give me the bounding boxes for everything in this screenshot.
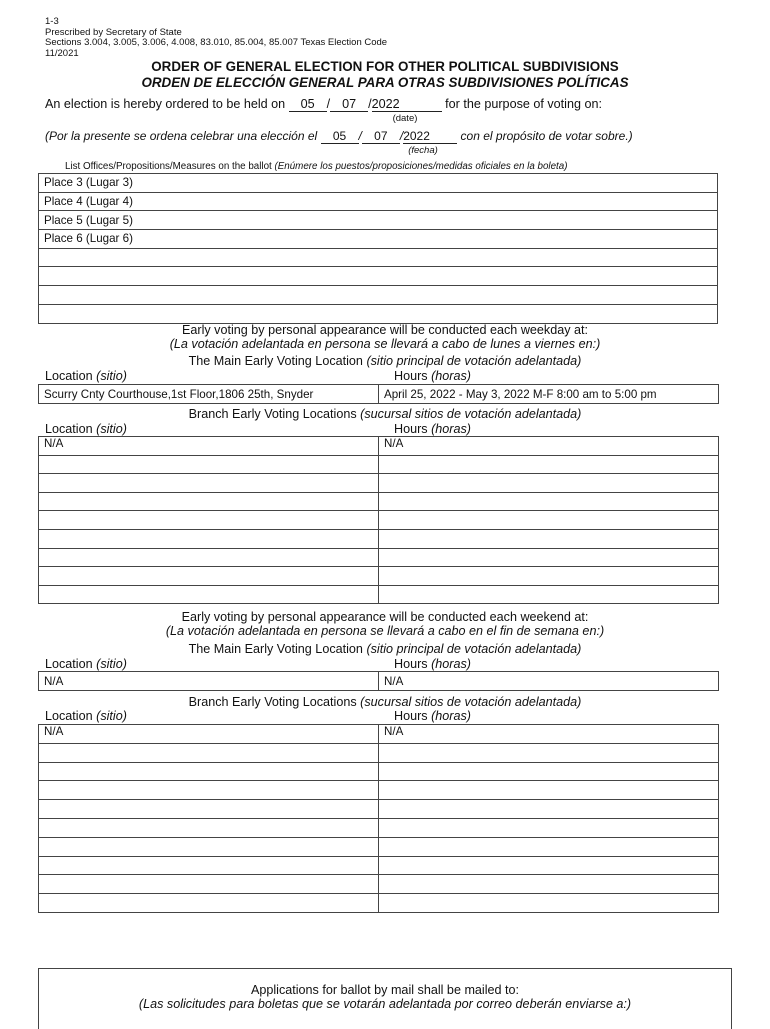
- weekend-branch-location-cell[interactable]: [39, 818, 379, 837]
- weekday-branch-hours-cell[interactable]: [379, 492, 719, 511]
- weekend-branch-location-label: [45, 709, 127, 723]
- hours-label-spanish: (horas): [431, 657, 471, 671]
- prescribed-by: Prescribed by Secretary of State: [45, 27, 182, 38]
- weekday-branch-location-cell[interactable]: [39, 455, 379, 474]
- election-order-line: [45, 97, 602, 112]
- weekend-branch-hours-cell[interactable]: [379, 818, 719, 837]
- weekend-branch-hours-1[interactable]: N/A: [379, 725, 719, 744]
- weekend-branch-hours-label: [394, 709, 471, 723]
- weekday-main-location-label: [45, 369, 127, 383]
- weekend-branch-location-cell[interactable]: [39, 800, 379, 819]
- weekend-branch-location-cell[interactable]: [39, 781, 379, 800]
- hours-label: Hours: [394, 709, 428, 723]
- office-row-3[interactable]: Place 5 (Lugar 5): [39, 211, 718, 230]
- offices-table: [38, 173, 718, 324]
- date-separator: /: [368, 97, 372, 111]
- location-label: Location: [45, 369, 93, 383]
- election-day-field[interactable]: 07: [330, 98, 368, 112]
- hours-label: Hours: [394, 369, 428, 383]
- weekday-branch-location-cell[interactable]: [39, 529, 379, 548]
- weekend-branch-location-cell[interactable]: [39, 894, 379, 913]
- weekend-branch-location-1[interactable]: N/A: [39, 725, 379, 744]
- weekend-branch-hours-cell[interactable]: [379, 894, 719, 913]
- weekend-branch-heading-english: Branch Early Voting Locations: [188, 695, 357, 709]
- weekday-branch-hours-cell[interactable]: [379, 548, 719, 567]
- weekend-branch-location-cell[interactable]: [39, 837, 379, 856]
- weekend-main-table: [38, 671, 719, 691]
- weekday-branch-hours-cell[interactable]: [379, 511, 719, 530]
- form-number: 1-3: [45, 16, 59, 27]
- election-year-field[interactable]: 2022: [372, 98, 442, 112]
- date-label: (date): [392, 113, 418, 124]
- mail-heading-english: Applications for ballot by mail shall be mailed to:: [250, 983, 520, 997]
- location-label: Location: [45, 657, 93, 671]
- weekend-branch-hours-cell[interactable]: [379, 856, 719, 875]
- location-label: Location: [45, 709, 93, 723]
- weekday-branch-table: [38, 436, 719, 604]
- title-spanish: ORDEN DE ELECCIÓN GENERAL PARA OTRAS SUBDIVISIONES POLÍTICAS: [141, 75, 629, 90]
- location-label: Location: [45, 422, 93, 436]
- offices-header-spanish: (Enúmere los puestos/proposiciones/medidas oficiales en la boleta): [274, 161, 568, 172]
- weekday-main-heading: [0, 354, 770, 369]
- office-row-6[interactable]: [39, 267, 718, 286]
- weekend-branch-location-cell[interactable]: [39, 762, 379, 781]
- weekday-branch-location-cell[interactable]: [39, 585, 379, 604]
- hours-label: Hours: [394, 422, 428, 436]
- location-label-spanish: (sitio): [96, 657, 127, 671]
- election-order-prefix: An election is hereby ordered to be held on: [45, 97, 286, 111]
- election-order-suffix: for the purpose of voting on:: [445, 97, 602, 111]
- weekday-branch-hours-cell[interactable]: [379, 455, 719, 474]
- code-sections: Sections 3.004, 3.005, 3.006, 4.008, 83.010, 85.004, 85.007 Texas Election Code: [45, 37, 388, 48]
- weekend-branch-hours-cell[interactable]: [379, 781, 719, 800]
- office-row-4[interactable]: Place 6 (Lugar 6): [39, 230, 718, 249]
- weekday-branch-hours-cell[interactable]: [379, 585, 719, 604]
- office-row-8[interactable]: [39, 304, 718, 323]
- weekend-main-hours-value[interactable]: N/A: [379, 672, 719, 691]
- weekend-intro-spanish: (La votación adelantada en persona se llevará a cabo en el fin de semana en:): [165, 624, 605, 638]
- weekday-branch-heading-spanish: (sucursal sitios de votación adelantada): [360, 407, 582, 421]
- weekend-main-location-label: [45, 657, 127, 671]
- weekend-main-location-value[interactable]: N/A: [39, 672, 379, 691]
- offices-header-english: List Offices/Propositions/Measures on the ballot: [65, 161, 272, 172]
- weekday-intro-spanish: (La votación adelantada en persona se llevará a cabo de lunes a viernes en:): [169, 337, 601, 351]
- weekday-branch-location-cell[interactable]: [39, 492, 379, 511]
- date-separator: /: [358, 129, 362, 143]
- office-row-1[interactable]: Place 3 (Lugar 3): [39, 174, 718, 193]
- weekday-intro-english: Early voting by personal appearance will be conducted each weekday at:: [181, 323, 589, 337]
- election-month-field[interactable]: 05: [289, 98, 327, 112]
- weekend-branch-location-cell[interactable]: [39, 856, 379, 875]
- location-label-spanish: (sitio): [96, 369, 127, 383]
- weekday-branch-hours-label: [394, 422, 471, 436]
- hours-label-spanish: (horas): [431, 422, 471, 436]
- weekend-branch-hours-cell[interactable]: [379, 800, 719, 819]
- fecha-label: (fecha): [408, 145, 438, 156]
- weekday-branch-hours-cell[interactable]: [379, 474, 719, 493]
- weekday-main-hours-value[interactable]: April 25, 2022 - May 3, 2022 M-F 8:00 am to 5:00 pm: [379, 385, 719, 404]
- election-year-field-spanish[interactable]: 2022: [403, 130, 457, 144]
- weekend-main-hours-label: [394, 657, 471, 671]
- weekend-branch-heading-spanish: (sucursal sitios de votación adelantada): [360, 695, 582, 709]
- hours-label-spanish: (horas): [431, 709, 471, 723]
- election-order-line-spanish: [45, 129, 633, 144]
- weekday-branch-heading: [0, 407, 770, 422]
- weekend-branch-location-cell[interactable]: [39, 875, 379, 894]
- election-order-suffix-spanish: con el propósito de votar sobre.): [460, 129, 633, 143]
- weekday-branch-location-cell[interactable]: [39, 511, 379, 530]
- weekend-branch-location-cell[interactable]: [39, 743, 379, 762]
- weekday-branch-hours-cell[interactable]: [379, 567, 719, 586]
- weekday-branch-location-cell[interactable]: [39, 548, 379, 567]
- weekend-main-heading: [0, 642, 770, 657]
- office-row-7[interactable]: [39, 286, 718, 305]
- weekday-branch-location-cell[interactable]: [39, 474, 379, 493]
- weekday-main-heading-english: The Main Early Voting Location: [188, 354, 363, 368]
- weekday-branch-location-cell[interactable]: [39, 567, 379, 586]
- weekend-branch-hours-cell[interactable]: [379, 875, 719, 894]
- location-label-spanish: (sitio): [96, 422, 127, 436]
- weekend-branch-hours-cell[interactable]: [379, 837, 719, 856]
- offices-list-header: [65, 161, 567, 172]
- weekend-branch-hours-cell[interactable]: [379, 762, 719, 781]
- weekday-main-table: [38, 384, 719, 404]
- weekend-branch-table: [38, 724, 719, 913]
- election-order-prefix-spanish: (Por la presente se ordena celebrar una elección el: [45, 129, 318, 143]
- weekend-branch-hours-cell[interactable]: [379, 743, 719, 762]
- weekday-branch-hours-cell[interactable]: [379, 529, 719, 548]
- weekend-branch-heading: [0, 695, 770, 710]
- weekday-branch-heading-english: Branch Early Voting Locations: [188, 407, 357, 421]
- hours-label: Hours: [394, 657, 428, 671]
- office-row-2[interactable]: Place 4 (Lugar 4): [39, 192, 718, 211]
- office-row-5[interactable]: [39, 248, 718, 267]
- revision-date: 11/2021: [45, 48, 79, 59]
- location-label-spanish: (sitio): [96, 709, 127, 723]
- date-separator: /: [399, 129, 404, 143]
- election-month-field-spanish[interactable]: 05: [321, 130, 359, 144]
- weekend-intro-english: Early voting by personal appearance will be conducted each weekend at:: [181, 610, 589, 624]
- weekend-main-heading-english: The Main Early Voting Location: [188, 642, 363, 656]
- weekday-main-heading-spanish: (sitio principal de votación adelantada): [366, 354, 582, 368]
- date-separator: /: [326, 97, 331, 111]
- title-english: ORDER OF GENERAL ELECTION FOR OTHER POLITICAL SUBDIVISIONS: [151, 59, 619, 74]
- weekday-main-hours-label: [394, 369, 471, 383]
- weekday-branch-location-1[interactable]: N/A: [39, 437, 379, 456]
- weekday-main-location-value[interactable]: Scurry Cnty Courthouse,1st Floor,1806 25th, Snyder: [39, 385, 379, 404]
- weekend-main-heading-spanish: (sitio principal de votación adelantada): [366, 642, 582, 656]
- hours-label-spanish: (horas): [431, 369, 471, 383]
- election-day-field-spanish[interactable]: 07: [362, 130, 400, 144]
- weekday-branch-location-label: [45, 422, 127, 436]
- weekday-branch-hours-1[interactable]: N/A: [379, 437, 719, 456]
- mail-heading-spanish: (Las solicitudes para boletas que se votarán adelantada por correo deberán enviarse a:): [138, 997, 632, 1011]
